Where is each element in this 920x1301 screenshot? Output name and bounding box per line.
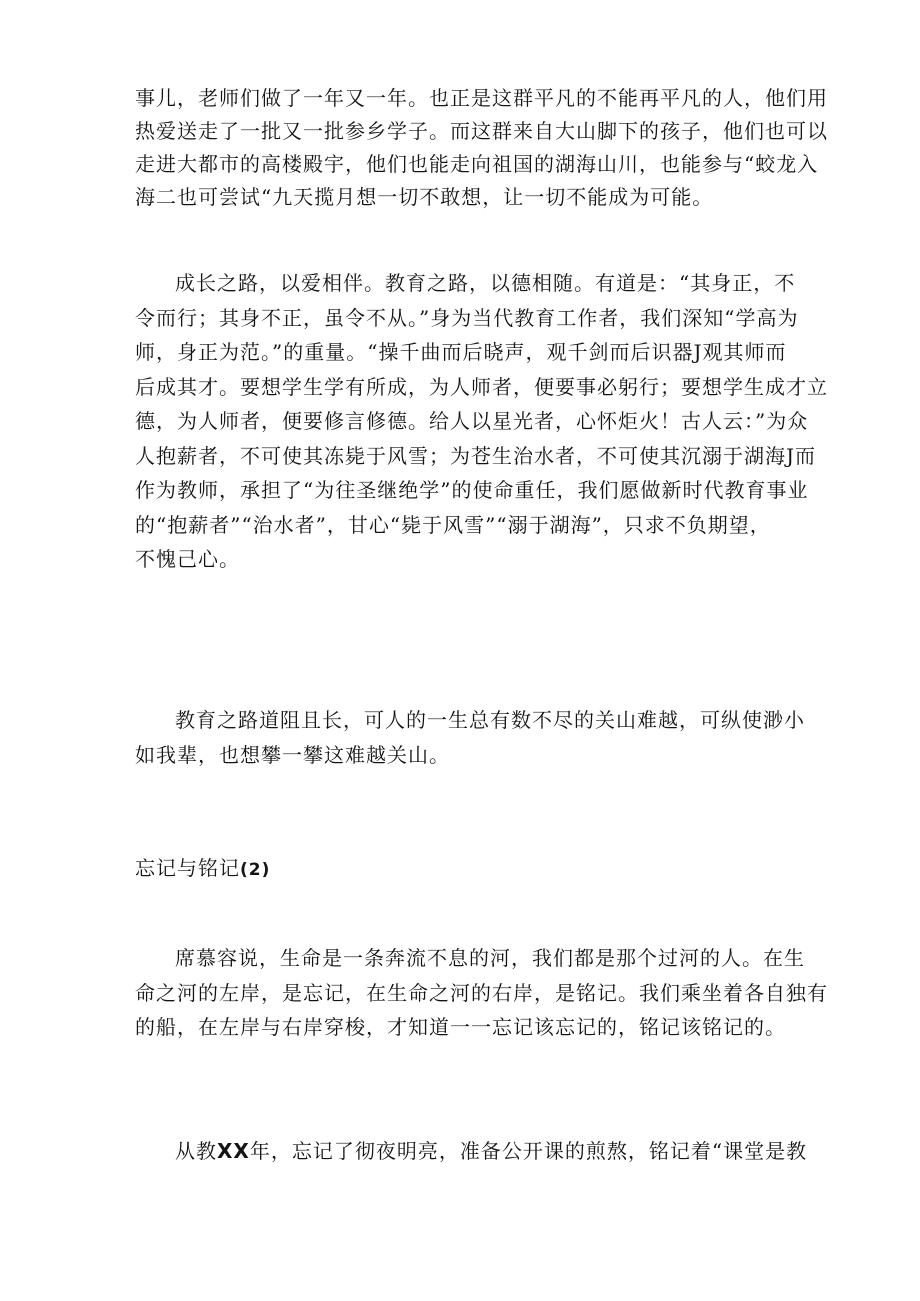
text-line: 的“抱薪者”“治水者”，甘心“毙于风雪”“溺于湖海”，只求不负期望， bbox=[135, 512, 771, 537]
text-line: 教育之路道阻且长，可人的一生总有数不尽的关山难越，可纵使渺小 bbox=[175, 708, 805, 732]
text-line: 的船，在左岸与右岸穿梭，才知道一一忘记该忘记的，铭记该铭记的。 bbox=[135, 1015, 786, 1039]
text-run-bold: XX bbox=[217, 1139, 250, 1163]
text-run: 从教 bbox=[175, 1139, 217, 1163]
paragraph-5 bbox=[135, 1134, 808, 1168]
section-heading bbox=[135, 851, 270, 885]
section-heading-text: 忘记与铭记 bbox=[135, 856, 240, 880]
text-line: 德，为人师者，便要修言修德。给人以星光者，心怀炬火！古人云：”为众 bbox=[135, 409, 809, 433]
text-line: 海二也可尝试“九天揽月想一切不敢想，让一切不能成为可能。 bbox=[135, 185, 714, 209]
text-line: 如我辈，也想攀一攀这难越关山。 bbox=[135, 742, 450, 767]
text-line: 命之河的左岸，是忘记，在生命之河的右岸，是铭记。我们乘坐着各自独有 bbox=[135, 980, 828, 1005]
text-line: 人抱薪者，不可使其冻毙于风雪；为苍生治水者，不可使其沉溺于湖海J而 bbox=[135, 443, 817, 468]
text-line: 热爱送走了一批又一批参乡学子。而这群来自大山脚下的孩子，他们也可以 bbox=[135, 119, 828, 143]
text-line bbox=[135, 1134, 808, 1168]
section-heading-number: (2) bbox=[240, 860, 271, 880]
text-line: 后成其才。要想学生学有所成，为人师者，便要事必躬行；要想学生成才立 bbox=[135, 374, 828, 399]
paragraph-3 bbox=[135, 703, 805, 772]
text-run: 年，忘记了彻夜明亮，准备公开课的煎熬，铭记着“课堂是教 bbox=[249, 1139, 808, 1163]
text-line: 走进大都市的高楼殿宇，他们也能走向祖国的湖海山川，也能参与“蛟龙入 bbox=[135, 152, 819, 176]
text-line: 事儿，老师们做了一年又一年。也正是这群平凡的不能再平凡的人，他们用 bbox=[135, 86, 828, 110]
paragraph-2 bbox=[135, 266, 828, 577]
text-line: 成长之路，以爱相伴。教育之路，以德相随。有道是：“其身正，不 bbox=[175, 271, 796, 295]
paragraph-4 bbox=[135, 941, 828, 1045]
text-line: 席慕容说，生命是一条奔流不息的河，我们都是那个过河的人。在生 bbox=[175, 946, 805, 970]
text-line: 作为教师，承担了“为往圣继绝学”的使命重任，我们愿做新时代教育事业 bbox=[135, 478, 809, 502]
text-line: 不愧己心。 bbox=[135, 547, 240, 571]
text-line: 令而行；其身不正，虽令不从。”身为当代教育工作者，我们深知“学高为 bbox=[135, 305, 799, 330]
text-line: 师，身正为范。”的重量。“操千曲而后晓声，观千剑而后识器J观其师而 bbox=[135, 340, 787, 364]
paragraph-1 bbox=[135, 82, 828, 214]
